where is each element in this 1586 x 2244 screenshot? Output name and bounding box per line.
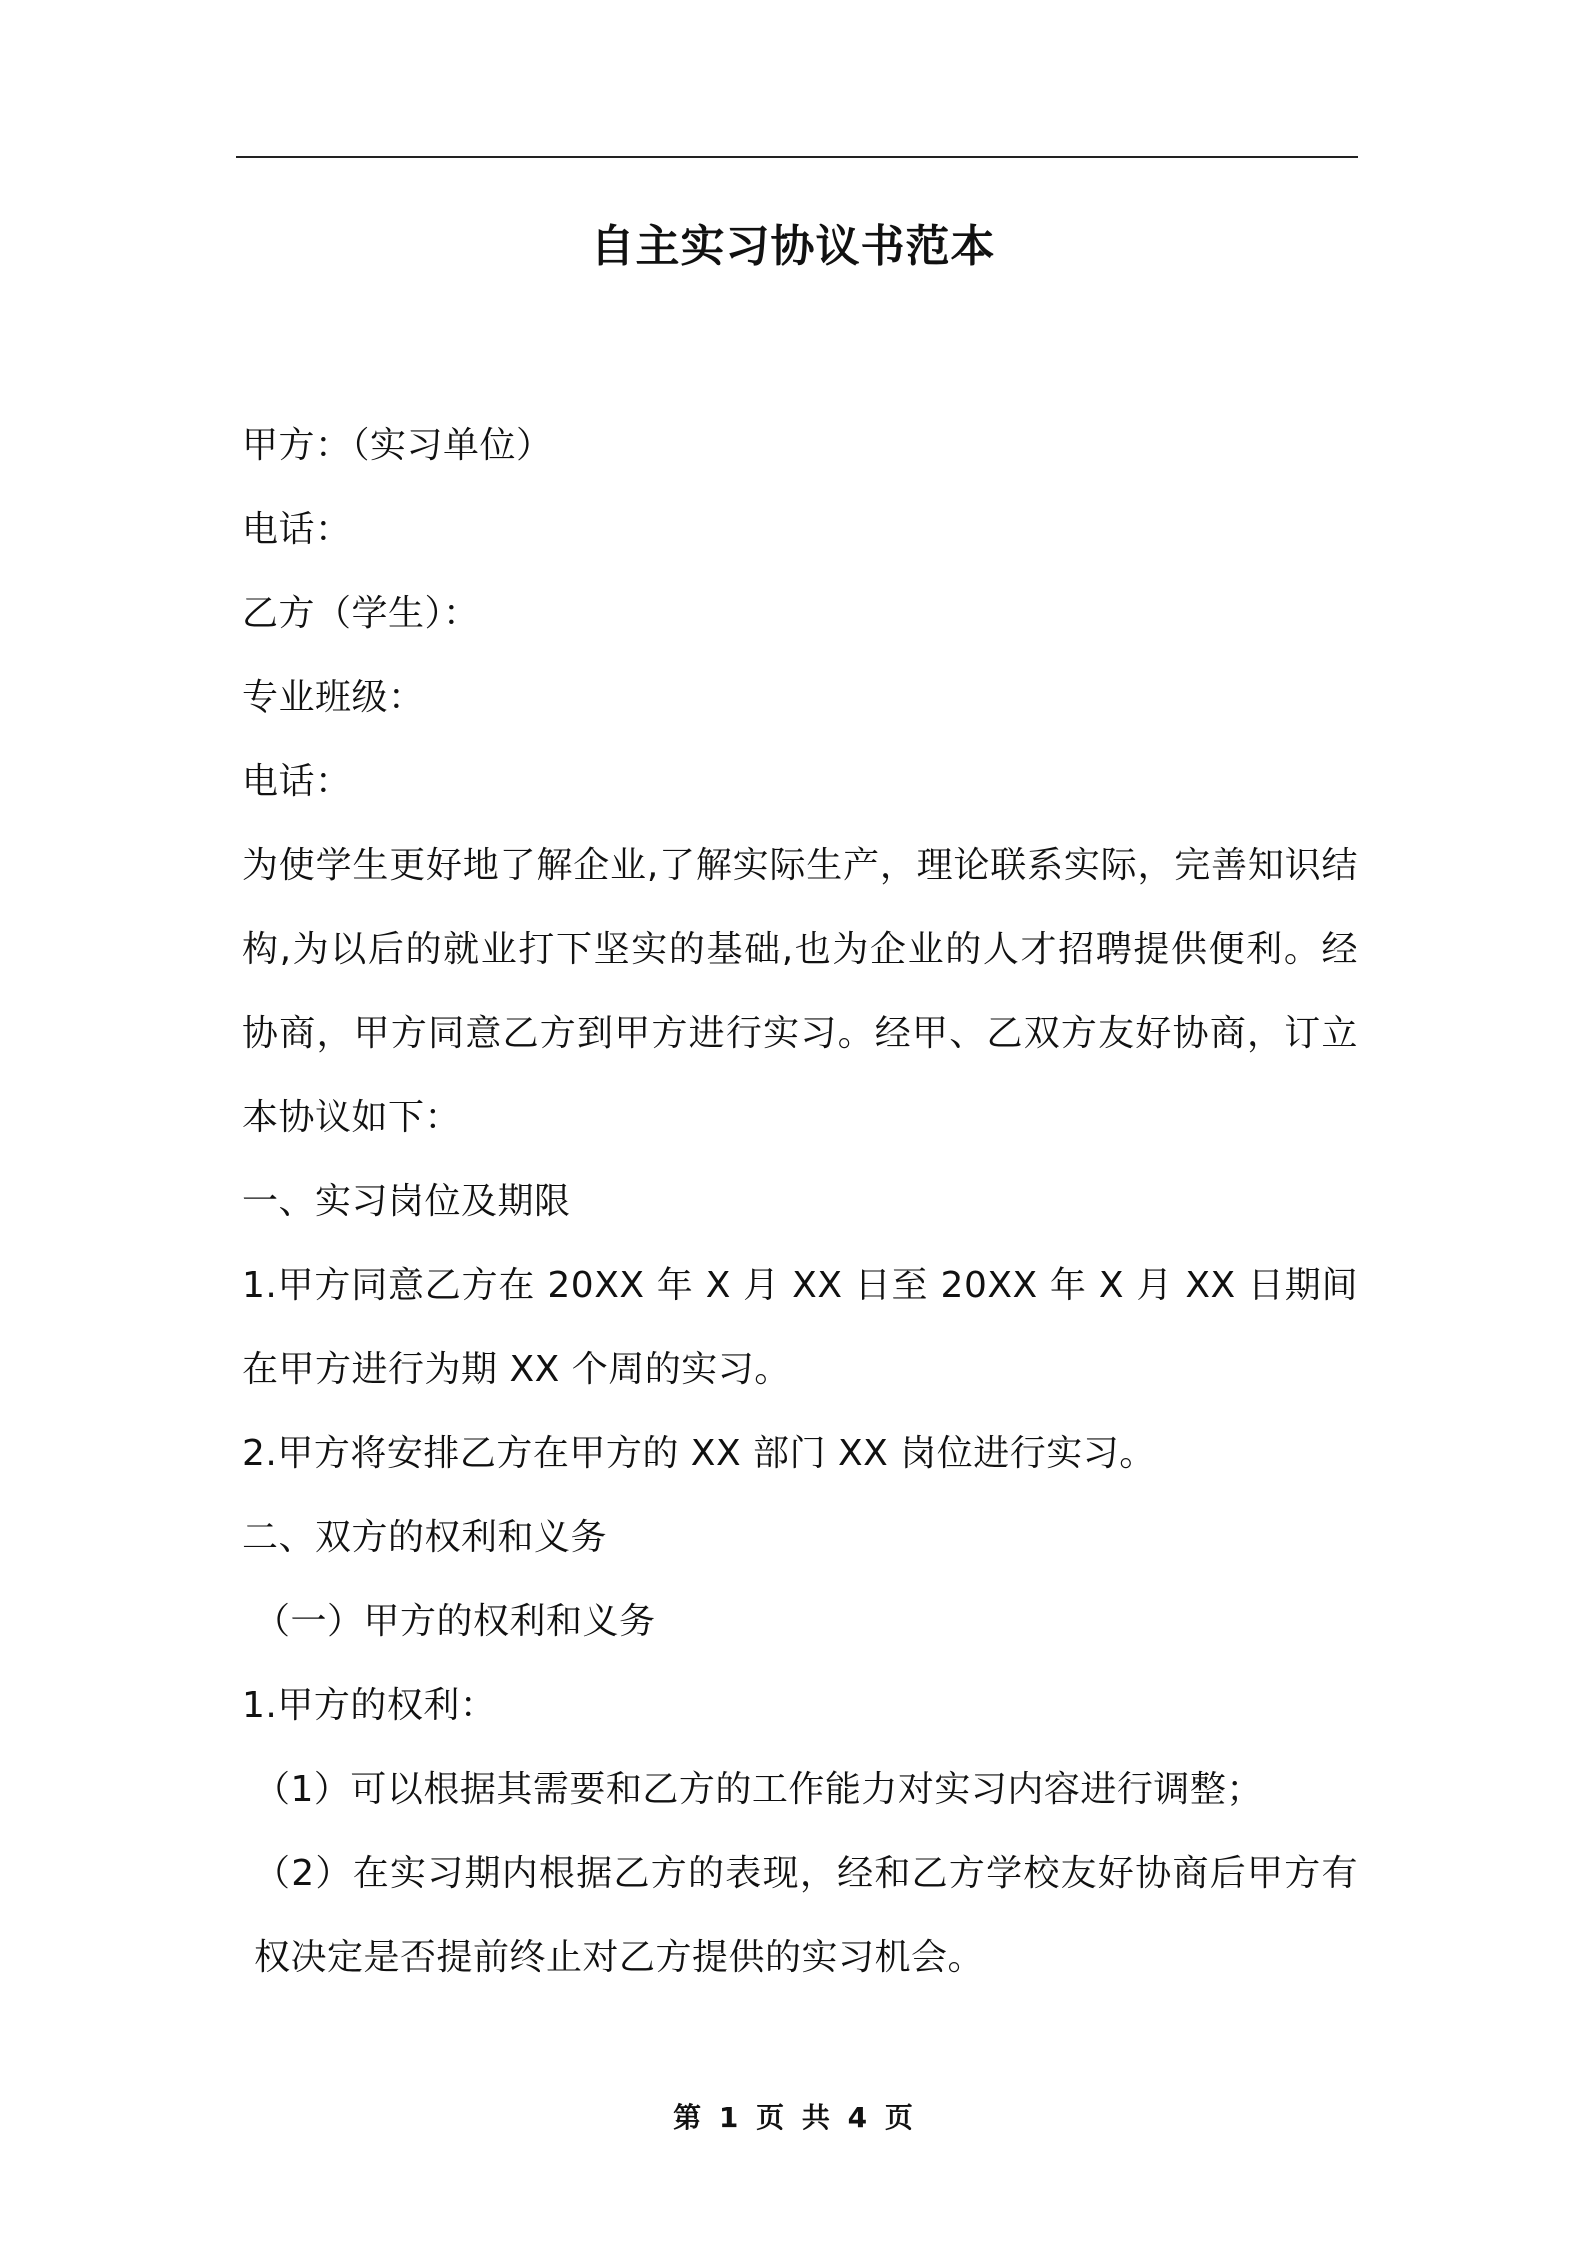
party-a-field: 甲方：（实习单位） [242,425,553,466]
section-2-heading: 二、双方的权利和义务 [242,1517,608,1558]
page-title: 自主实习协议书范本 [590,221,996,272]
header-divider [236,156,1358,158]
intro-paragraph: 为使学生更好地了解企业,了解实际生产，理论联系实际，完善知识结构,为以后的就业打下坚实的基础,也为企业的人才招聘提供便利。经协商，甲方同意乙方到甲方进行实习。经甲、乙双方友好协商，订立本协议如下： [242,845,1358,1138]
section-1-item-1: 1.甲方同意乙方在 20XX 年 X 月 XX 日至 20XX 年 X 月 XX 日期间在甲方进行为期 XX 个周的实习。 [242,1265,1358,1390]
document-body [242,404,1358,2000]
party-a-rights-heading: 1.甲方的权利： [242,1685,497,1726]
section-1-heading: 一、实习岗位及期限 [242,1181,571,1222]
page-number: 第 1 页 共 4 页 [673,2101,913,2134]
party-a-phone-field: 电话： [242,509,352,550]
party-b-field: 乙方（学生）： [242,593,480,634]
party-a-right-1: （1）可以根据其需要和乙方的工作能力对实习内容进行调整； [254,1769,1263,1810]
major-class-field: 专业班级： [242,677,425,718]
party-a-right-2: （2）在实习期内根据乙方的表现，经和乙方学校友好协商后甲方有权决定是否提前终止对乙方提供的实习机会。 [254,1853,1358,1978]
section-1-item-2: 2.甲方将安排乙方在甲方的 XX 部门 XX 岗位进行实习。 [242,1433,1156,1474]
party-b-phone-field: 电话： [242,761,352,802]
section-2-sub-1-heading: （一）甲方的权利和义务 [254,1601,656,1642]
